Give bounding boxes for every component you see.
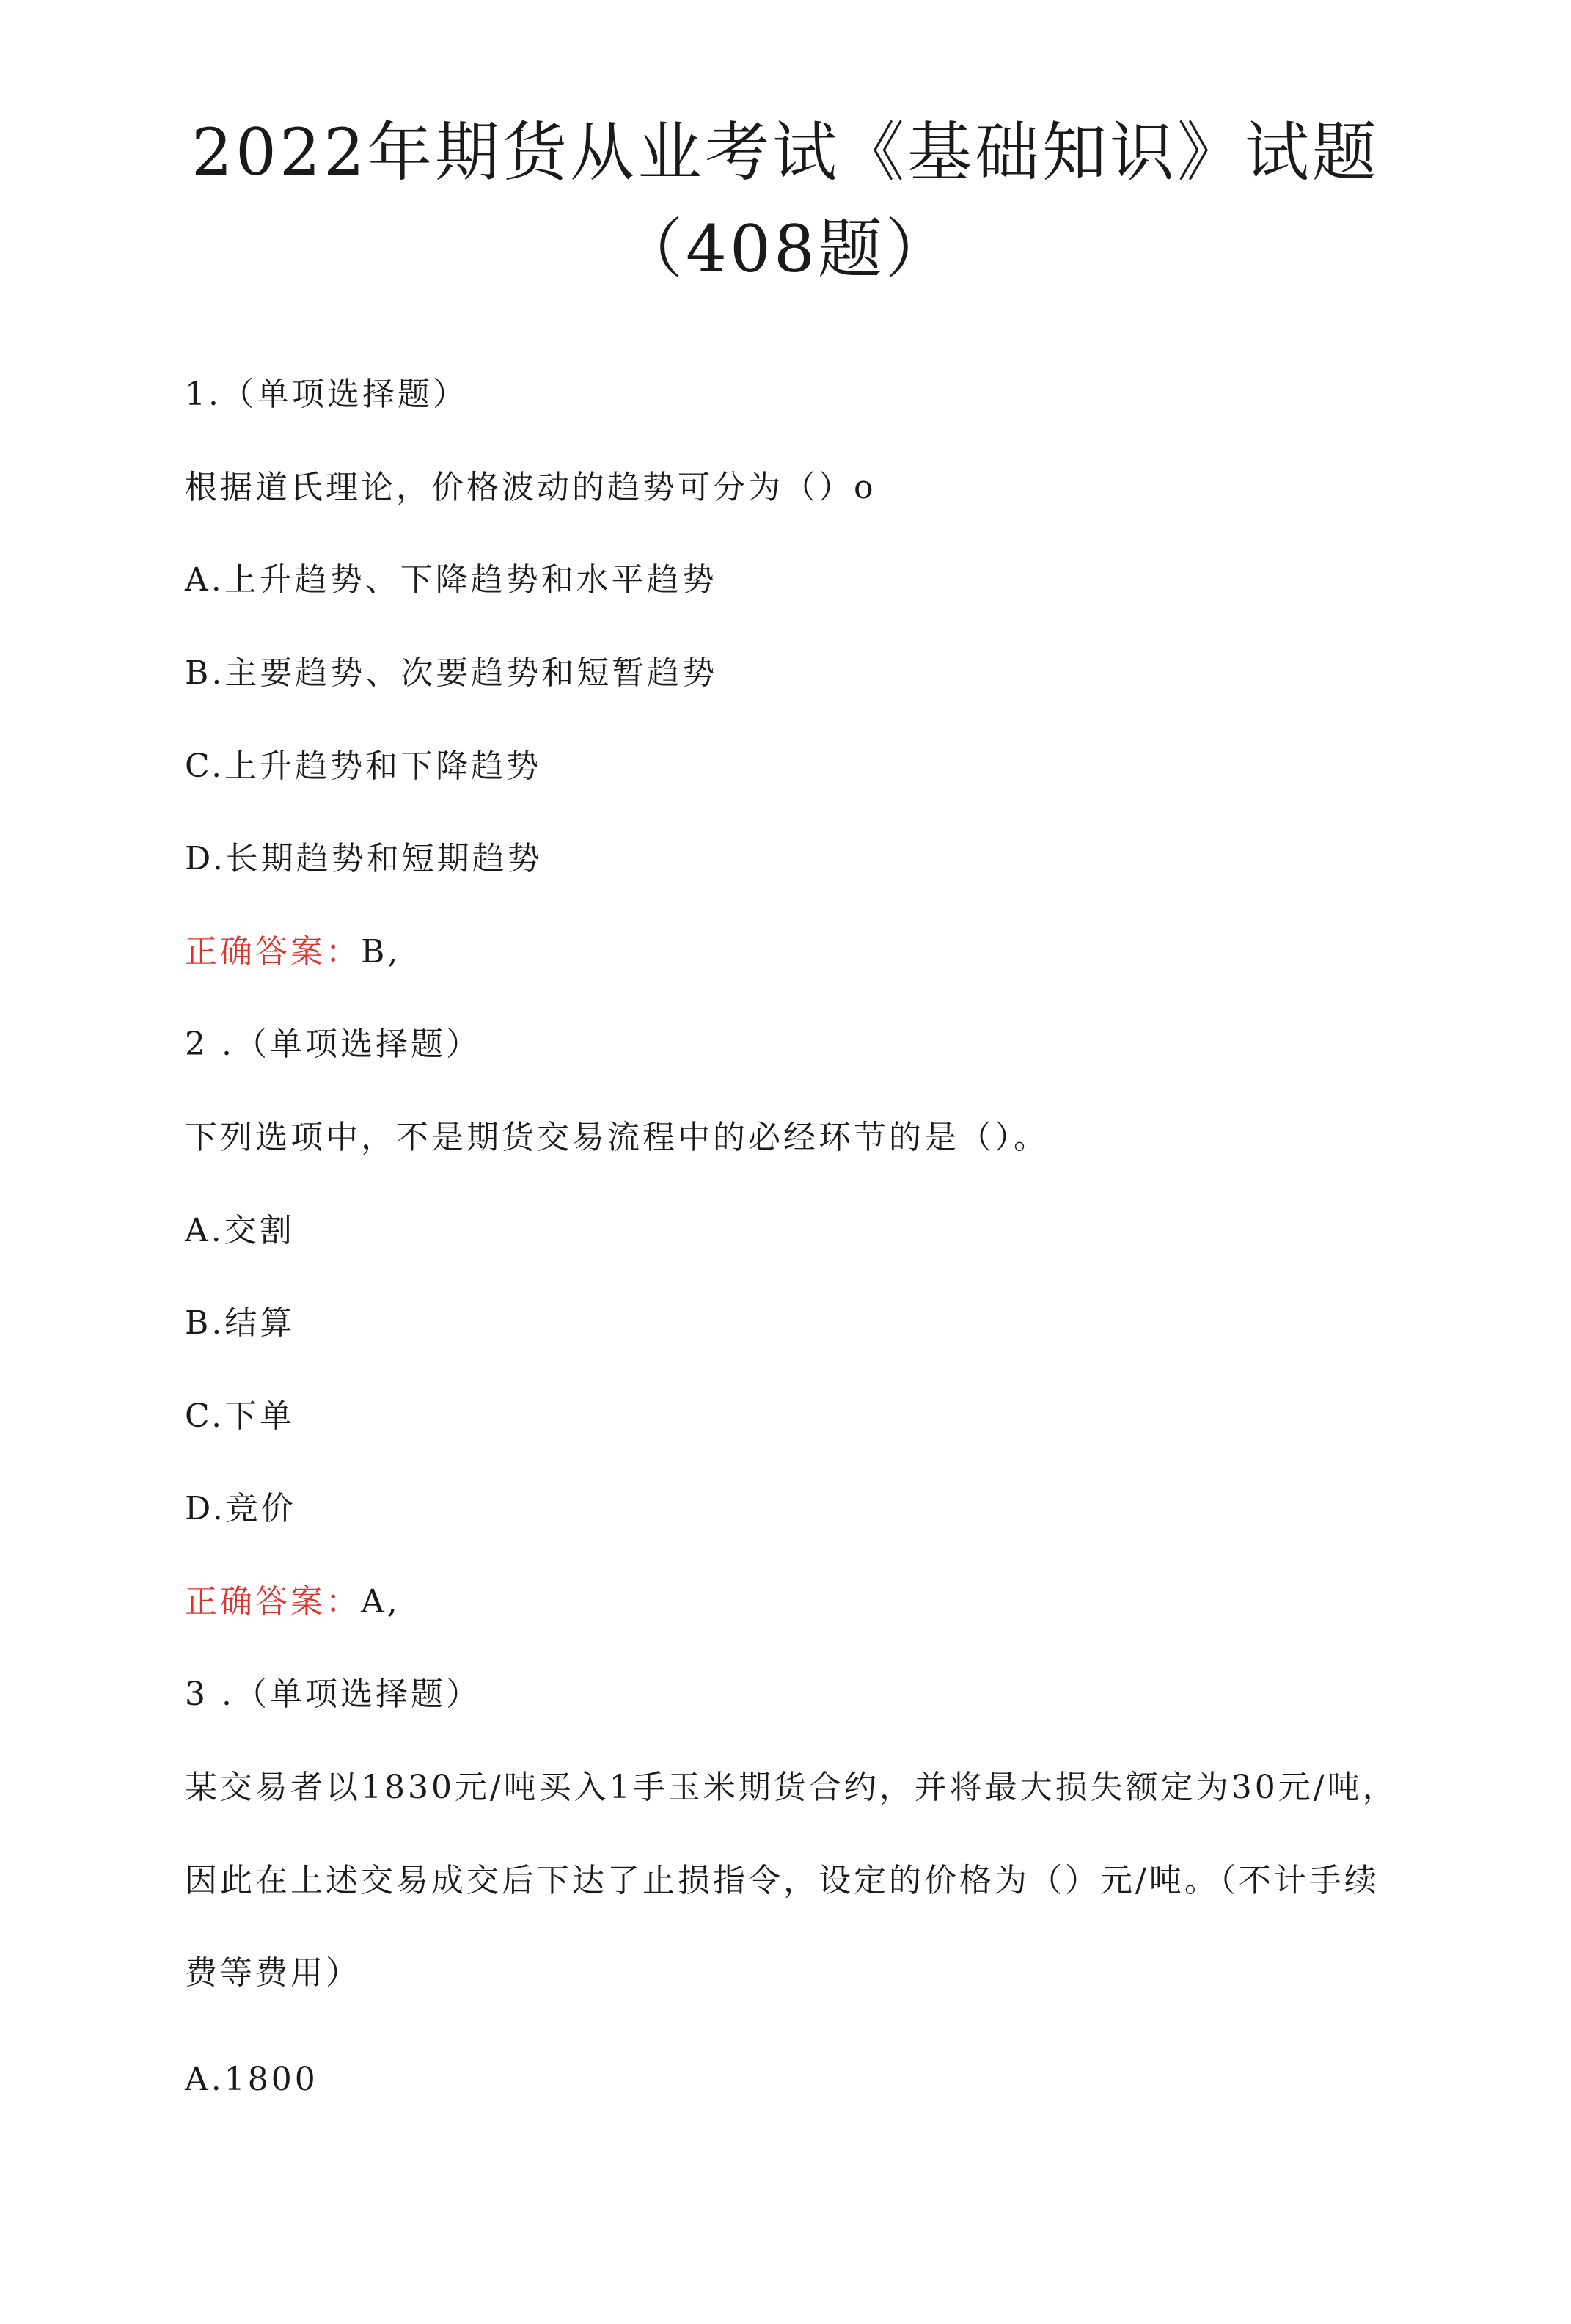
document-title-line-1: 2022年期货从业考试《基础知识》试题 [191,114,1380,190]
question-2-answer [185,1580,400,1624]
question-2-option-a: A.交割 [185,1212,295,1249]
question-2-option-d: D.竞价 [185,1490,296,1527]
question-3-stem-line-1: 某交易者以1830元/吨买入1手玉米期货合约，并将最大损失额定为30元/吨， [185,1769,1398,1806]
question-2-option-c: C.下单 [185,1397,296,1435]
question-1-header: 1.（单项选择题） [185,376,468,413]
question-2-option-b: B.结算 [185,1304,296,1342]
answer-label: 正确答案： [185,1583,361,1620]
question-1-option-d: D.长期趋势和短期趋势 [185,840,543,877]
answer-value: A, [361,1583,400,1620]
question-2-header: 2 .（单项选择题） [185,1026,481,1063]
question-1-answer [185,930,400,974]
question-1-option-b: B.主要趋势、次要趋势和短暂趋势 [185,654,718,692]
question-3-option-a: A.1800 [185,2061,318,2098]
answer-label: 正确答案： [185,933,361,971]
question-3-stem-line-3: 费等费用） [185,1954,361,1992]
question-3-header: 3 .（单项选择题） [185,1676,481,1713]
document-title-line-2: （408题） [618,211,953,287]
question-1-option-a: A.上升趋势、下降趋势和水平趋势 [185,561,717,599]
answer-value: B, [361,933,401,971]
question-1-option-c: C.上升趋势和下降趋势 [185,748,542,785]
question-3-stem-line-2: 因此在上述交易成交后下达了止损指令，设定的价格为（）元/吨。（不计手续 [185,1862,1380,1899]
question-2-stem: 下列选项中，不是期货交易流程中的必经环节的是（）。 [185,1119,1049,1156]
question-1-stem: 根据道氏理论，价格波动的趋势可分为（）o [185,469,876,506]
